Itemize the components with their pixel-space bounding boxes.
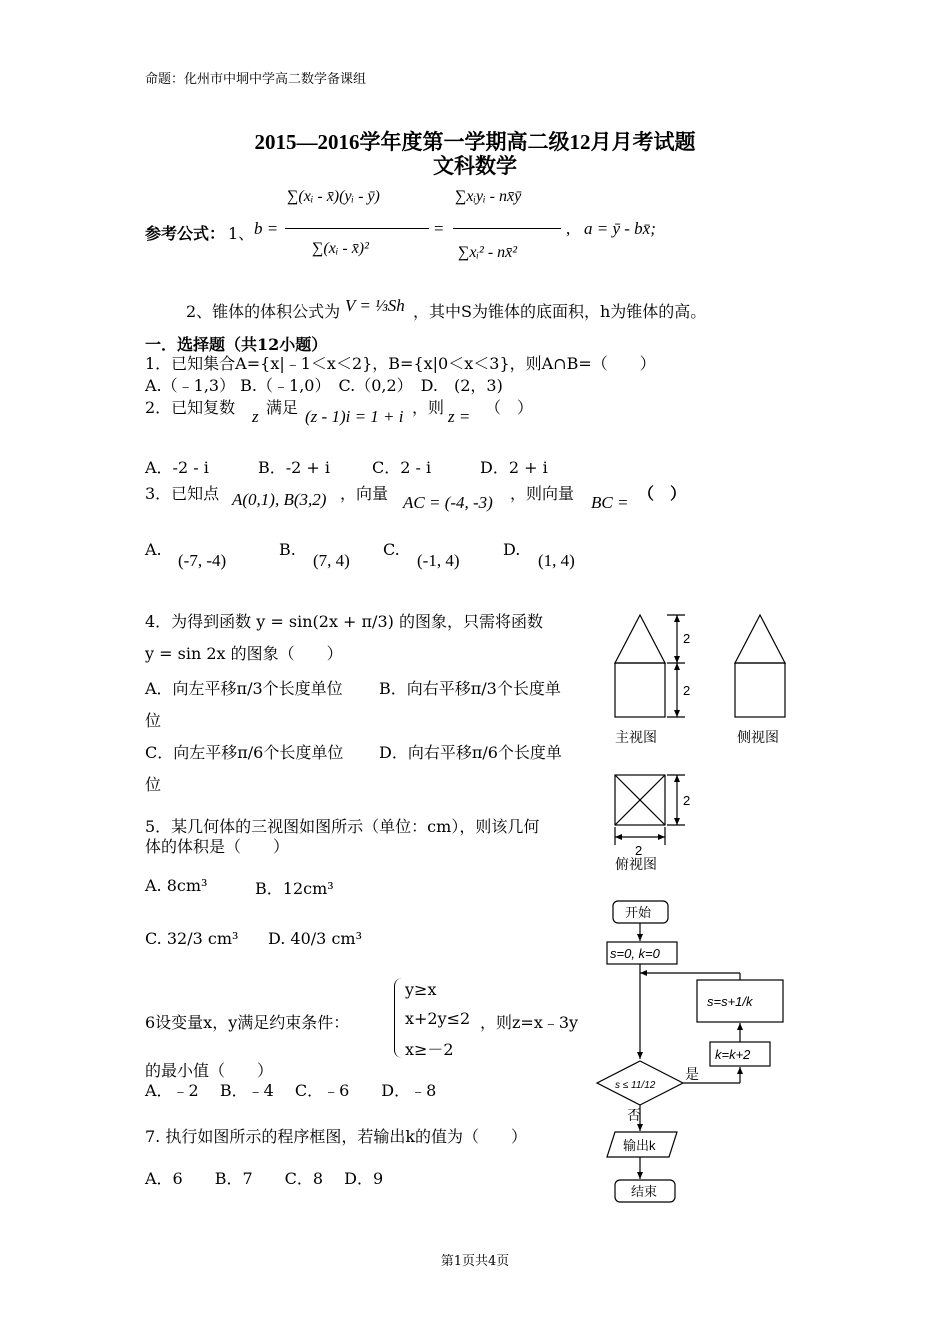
q3-answer: BC = (591, 493, 629, 512)
dim-label-4: 2 (635, 843, 643, 858)
q3-letter-b: B. (279, 540, 296, 559)
q4-wrap-1: 位 (145, 711, 162, 730)
q3-stem-b: ，向量 (340, 484, 389, 503)
q4-line-1: 4．为得到函数 y = sin(2x + π/3) 的图象，只需将函数 (145, 612, 543, 631)
q5-option-c: C. 32/3 cm³ (145, 929, 239, 948)
flow-update-k-label: k=k+2 (715, 1047, 751, 1062)
section-heading: 一．选择题（共12小题） (145, 335, 328, 354)
header-author: 命题：化州市中垌中学高二数学备课组 (145, 72, 367, 87)
q2-option-d: D．2 + i (480, 458, 548, 477)
q6-options: A．﹣2 B．﹣4 C．﹣6 D．﹣8 (145, 1081, 437, 1100)
side-view-square (735, 663, 785, 717)
flow-no-label: 否 (627, 1107, 641, 1123)
q3-paren: （ ） (638, 484, 687, 503)
q3-letter-c: C. (383, 540, 400, 559)
q4-option-b: B．向右平移π/3个长度单 (379, 679, 561, 698)
formula-num1: ∑(xᵢ - x̄)(yᵢ - ȳ) (287, 188, 380, 205)
formula-a: a = ȳ - bx̄; (584, 219, 656, 238)
formula-1-index: 1、 (228, 224, 255, 243)
q1-stem: 1．已知集合A={x|﹣1＜x＜2}，B={x|0＜x＜3}，则A∩B=（ ） (145, 354, 656, 373)
flow-init-label: s=0, k=0 (610, 946, 660, 961)
q5-option-d: D. 40/3 cm³ (268, 929, 362, 948)
flow-update-s-label: s=s+1/k (707, 994, 753, 1009)
q4-line-2: y = sin 2x 的图象（ ） (145, 644, 343, 663)
q5-line-2: 体的体积是（ ） (145, 837, 290, 856)
q2-paren: （ ） (485, 398, 534, 417)
formula-2-volume: V = ⅓Sh (345, 296, 405, 315)
q2-answer: z = (448, 407, 471, 426)
flow-condition-label: s ≤ 11/12 (615, 1080, 656, 1091)
flow-output-label: 输出k (623, 1138, 656, 1153)
formula-den1: ∑(xᵢ - x̄)² (312, 240, 369, 257)
front-view-label: 主视图 (615, 729, 657, 745)
q5-option-a: A. 8cm³ (145, 876, 208, 895)
comma: , (566, 219, 571, 238)
q6-constraint-1: y≥x (405, 980, 437, 999)
flowchart (595, 895, 795, 1215)
formula-den2: ∑xᵢ² - nx̄² (458, 244, 518, 261)
q3-value-b: (7, 4) (313, 551, 350, 570)
q2-option-b: B．-2 + i (258, 458, 331, 477)
q3-value-c: (-1, 4) (417, 551, 460, 570)
q7-stem: 7. 执行如图所示的程序框图，若输出k的值为（ ） (145, 1127, 528, 1146)
q2-stem-c: ，则 (412, 398, 445, 417)
formula-2-suffix: ，其中S为锥体的底面积，h为锥体的高。 (413, 302, 707, 321)
q3-value-a: (-7, -4) (178, 551, 227, 570)
q3-letter-a: A. (145, 540, 162, 559)
q1-options: A.（﹣1,3） B.（﹣1,0） C.（0,2） D. (2，3) (145, 376, 503, 395)
q4-option-c: C．向左平移π/6个长度单位 (145, 743, 344, 762)
q4-wrap-2: 位 (145, 775, 162, 794)
side-view-triangle (735, 615, 785, 663)
flow-yes-label: 是 (685, 1066, 699, 1082)
fraction-bar-2 (453, 228, 561, 229)
q6-prefix: 6设变量x，y满足约束条件： (145, 1013, 350, 1032)
dim-label-2: 2 (683, 683, 691, 698)
q2-option-a: A．-2 - i (145, 458, 209, 477)
front-view-square (615, 663, 665, 717)
q2-option-c: C．2 - i (372, 458, 432, 477)
q3-letter-d: D. (503, 540, 521, 559)
q2-stem-b: 满足 (266, 398, 299, 417)
q6-line-2: 的最小值（ ） (145, 1061, 274, 1080)
flow-end-label: 结束 (631, 1184, 658, 1199)
q2-stem-a: 2．已知复数 (145, 398, 236, 417)
flow-start-label: 开始 (625, 905, 652, 920)
q3-value-d: (1, 4) (538, 551, 575, 570)
q3-stem-c: ，则向量 (510, 484, 575, 503)
page-title: 2015—2016学年度第一学期高二级12月月考试题 (254, 130, 696, 154)
page-footer: 第1页共4页 (440, 1254, 510, 1269)
fraction-bar-1 (285, 228, 429, 229)
dim-label-1: 2 (683, 631, 691, 646)
q3-stem-a: 3．已知点 (145, 484, 220, 503)
q6-brace (394, 978, 403, 1058)
formula-label: 参考公式： (145, 224, 226, 243)
q4-option-d: D．向右平移π/6个长度单 (379, 743, 562, 762)
q4-option-a: A．向左平移π/3个长度单位 (145, 679, 343, 698)
top-view-label: 俯视图 (615, 856, 657, 872)
formula-b: b = (254, 219, 279, 238)
q6-suffix: ，则z=x﹣3y (480, 1013, 579, 1032)
q5-option-b: B．12cm³ (255, 879, 334, 898)
front-view-triangle (615, 615, 665, 663)
three-view-figure (605, 605, 805, 875)
dim-label-3: 2 (683, 793, 691, 808)
q5-line-1: 5．某几何体的三视图如图所示（单位：cm），则该几何 (145, 817, 540, 836)
formula-num2: ∑xᵢyᵢ - nx̄ȳ (455, 188, 522, 205)
side-view-label: 侧视图 (737, 729, 779, 745)
q7-options: A．6 B．7 C．8 D．9 (145, 1169, 384, 1188)
q6-constraint-2: x+2y≤2 (405, 1009, 471, 1028)
page-subtitle: 文科数学 (433, 154, 517, 178)
equals-sign: = (434, 219, 444, 238)
formula-2-prefix: 2、锥体的体积公式为 (186, 302, 341, 321)
q6-constraint-3: x≥－2 (405, 1040, 454, 1059)
q2-z: z (252, 407, 259, 426)
q3-vector-ac: AC = (-4, -3) (403, 493, 493, 512)
q3-points: A(0,1), B(3,2) (232, 490, 327, 509)
q2-equation: (z - 1)i = 1 + i (305, 407, 404, 426)
